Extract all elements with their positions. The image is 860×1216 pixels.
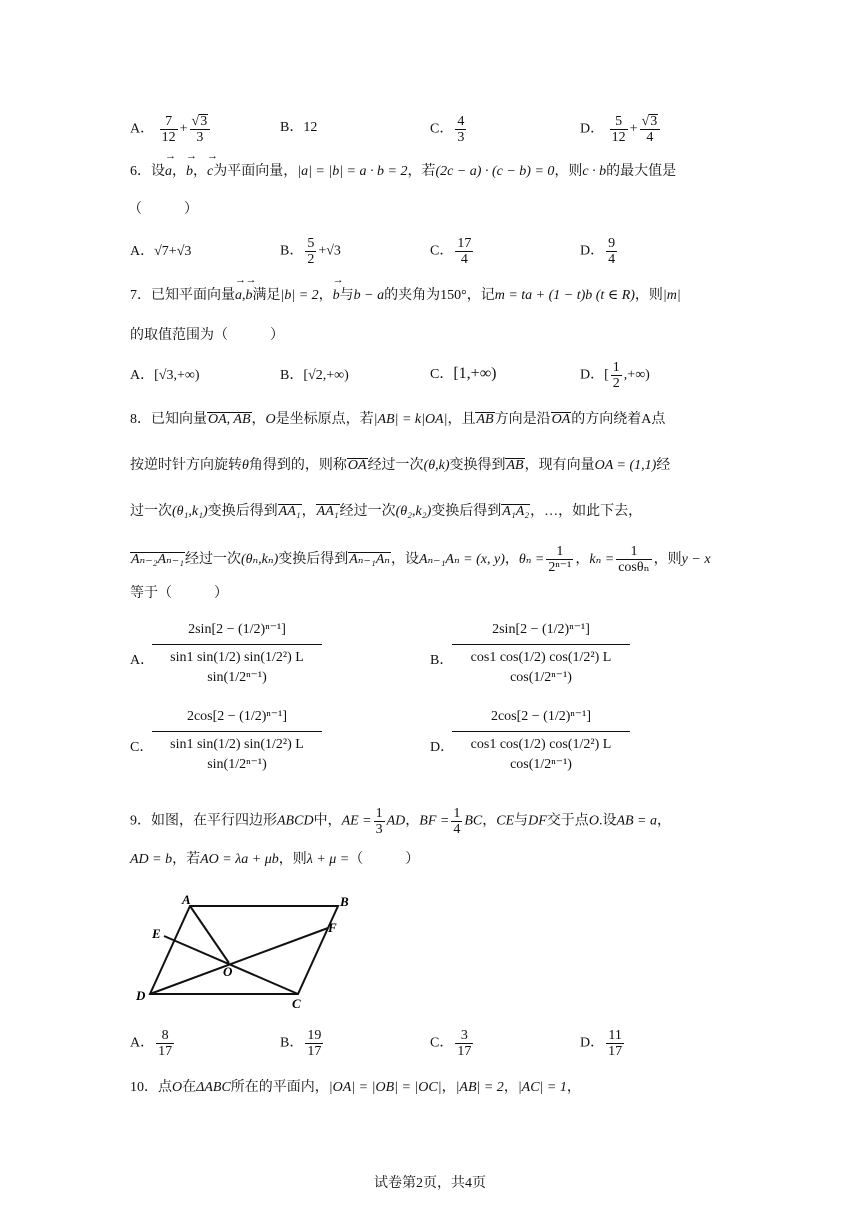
text: 变换后得到 <box>431 504 502 519</box>
expression: y − x <box>681 552 711 567</box>
option-label: A． <box>130 244 155 259</box>
text: ， <box>657 813 671 829</box>
expression: |AB| = k|OA| <box>373 412 448 427</box>
expression: Aₙ₋₁Aₙ <box>349 552 390 567</box>
label-b: B <box>340 894 349 909</box>
text: ，则 <box>278 852 307 867</box>
denominator: cosθₙ <box>618 560 650 576</box>
text: ，…，如此下去， <box>530 504 643 519</box>
text: 9．如图，在平行四边形 <box>130 813 277 829</box>
option-value: ,+∞) <box>623 367 650 383</box>
vector-b: → b <box>246 286 253 306</box>
denominator: 2 <box>307 252 315 267</box>
option-value: [√2,+∞) <box>303 368 349 383</box>
text: 10．点 <box>130 1080 172 1095</box>
expression: BC <box>464 813 483 829</box>
q8-line1 <box>130 410 665 430</box>
denominator: 17 <box>158 1044 173 1059</box>
text: ， <box>482 813 497 829</box>
page-footer: 试卷第2页，共4页 <box>374 1176 486 1191</box>
numerator: 3 <box>455 1028 473 1044</box>
text: 的方向绕着A点 <box>571 412 666 427</box>
label-a: A <box>182 892 191 907</box>
denominator: sin1 sin(1/2) sin(1/2²) L sin(1/2ⁿ⁻¹) <box>170 650 304 685</box>
numerator: 1 <box>546 544 573 560</box>
denominator: cos1 cos(1/2) cos(1/2²) L cos(1/2ⁿ⁻¹) <box>470 737 612 772</box>
numerator: 2sin[2 − (1/2)ⁿ⁻¹] <box>452 618 630 645</box>
numerator: 1 <box>375 806 383 821</box>
option-label: B． <box>280 368 304 383</box>
segment-ao <box>190 906 229 963</box>
denominator: 17 <box>307 1044 322 1059</box>
expression: ABCD <box>277 813 314 829</box>
vector-a: → a <box>235 286 242 306</box>
numerator: 4 <box>457 114 465 129</box>
denominator: 3 <box>457 130 465 145</box>
q9-option-b <box>280 1028 325 1059</box>
option-value: +√3 <box>318 243 341 259</box>
denominator: 2 <box>612 376 620 391</box>
label-o: O <box>223 964 233 979</box>
text: 与 <box>339 288 354 303</box>
numerator: 8 <box>156 1028 174 1044</box>
numerator: √3 <box>190 114 211 130</box>
q6-option-b <box>280 236 341 267</box>
numerator: 5 <box>610 114 628 130</box>
option-value: 12 <box>303 120 318 135</box>
text: 按逆时针方向旋转 <box>130 458 242 473</box>
label-d: D <box>136 988 146 1003</box>
expression: (θ₁,k₁) <box>172 504 208 519</box>
numerator: 9 <box>608 236 616 251</box>
option-label: D． <box>580 367 605 383</box>
vector-c: → c <box>207 162 213 182</box>
q7-option-a <box>130 366 200 386</box>
q8-option-a-label: A． <box>130 653 155 668</box>
label-c: C <box>292 996 301 1008</box>
q8-option-c <box>152 705 322 775</box>
q8-option-d-label: D． <box>430 740 455 755</box>
text: ，则 <box>653 552 682 567</box>
option-label: C． <box>430 243 454 259</box>
text: 变换后得到 <box>207 504 278 519</box>
parallelogram-figure <box>128 888 358 1008</box>
fraction <box>374 806 385 837</box>
option-label: D． <box>580 243 605 259</box>
option-value: [ <box>604 367 609 383</box>
expression: ΔABC <box>196 1080 231 1095</box>
q6-stem: 6．设→ a，→ b，→ c为平面向量，|a| = |b| = a · b = 2，若(2c − a) · (c − b) = 0，则c · b的最大值是 <box>130 162 676 182</box>
expression: O <box>588 813 599 829</box>
q6-option-a <box>130 242 191 262</box>
fraction <box>190 114 211 145</box>
expression: OA, AB <box>208 412 251 427</box>
q9-line2 <box>130 850 419 870</box>
denominator: 17 <box>608 1044 623 1059</box>
expression: AE = <box>341 813 372 829</box>
denominator: 4 <box>453 822 461 837</box>
q8-option-b-label: B． <box>430 653 454 668</box>
q9-line1 <box>130 806 671 837</box>
denominator: 4 <box>646 130 654 145</box>
text: 经过一次 <box>339 504 396 519</box>
expression: OA = (1,1) <box>594 458 657 473</box>
text: ， <box>301 504 316 519</box>
fraction <box>616 544 651 575</box>
expression: |AB| = 2 <box>455 1080 504 1095</box>
text: ，设 <box>390 552 419 567</box>
numerator: 5 <box>307 236 315 251</box>
label-f: F <box>328 920 337 935</box>
text: ，现有向量 <box>524 458 595 473</box>
q8-option-c-label: C． <box>130 740 154 755</box>
text: .设 <box>598 813 617 829</box>
text: ， <box>566 1080 581 1095</box>
text: 角得到的，则称 <box>248 458 347 473</box>
numerator: 2cos[2 − (1/2)ⁿ⁻¹] <box>152 705 322 732</box>
condition: (2c − a) · (c − b) = 0 <box>435 164 555 179</box>
expression: (θ₂,k₂) <box>395 504 432 519</box>
text: 与 <box>514 813 529 829</box>
text: 在 <box>182 1080 197 1095</box>
text: ，则 <box>634 288 663 303</box>
expression: Aₙ₋₁Aₙ = (x, y) <box>418 552 505 567</box>
fraction <box>305 236 316 267</box>
parallelogram-abcd <box>150 906 338 994</box>
text: ， <box>251 412 266 427</box>
expression: kₙ = <box>589 552 615 567</box>
option-label: B． <box>280 243 304 259</box>
expression: OA <box>551 412 571 427</box>
text: ， <box>504 552 519 567</box>
fraction <box>606 1028 624 1059</box>
option-label: A． <box>130 121 155 137</box>
expression: θ <box>242 458 249 473</box>
expression: O <box>265 412 276 427</box>
expression: m = ta + (1 − t)b (t ∈ R) <box>494 288 635 303</box>
q9-option-a <box>130 1028 176 1059</box>
q8-line4 <box>130 540 711 580</box>
expression: (θ,k) <box>423 458 450 473</box>
text: （ ） <box>349 852 420 867</box>
text: 经过一次 <box>184 552 241 567</box>
option-value: [1,+∞) <box>453 365 497 382</box>
fraction <box>611 360 622 391</box>
q5-option-b <box>280 118 317 138</box>
expression: b − a <box>353 288 385 303</box>
denominator: 2ⁿ⁻¹ <box>548 560 572 576</box>
condition: |b| = 2 <box>280 288 319 303</box>
fraction <box>305 1028 323 1059</box>
fraction <box>546 544 573 575</box>
q8-line5: 等于（ ） <box>130 586 228 601</box>
expression: (θₙ,kₙ) <box>240 552 279 567</box>
numerator: 2sin[2 − (1/2)ⁿ⁻¹] <box>152 618 322 645</box>
fraction <box>160 114 178 145</box>
text: ， <box>575 552 590 567</box>
text: 的夹角为150°，记 <box>384 288 495 303</box>
q6-option-d <box>580 236 619 267</box>
text: ， <box>405 813 420 829</box>
text: 方向是沿 <box>494 412 551 427</box>
option-label: B． <box>280 120 304 135</box>
text: 经过一次 <box>367 458 424 473</box>
option-label: C． <box>430 121 454 137</box>
expression: λ + μ = <box>306 852 350 867</box>
q5-option-c <box>430 114 468 145</box>
fraction <box>455 114 466 145</box>
numerator: 1 <box>453 806 461 821</box>
q9-option-d <box>580 1028 626 1059</box>
text: 的最大值是 <box>606 164 677 179</box>
fraction <box>156 1028 174 1059</box>
text: 为平面向量， <box>213 164 298 179</box>
q8-option-d <box>452 705 630 775</box>
radicand: 3 <box>200 114 208 129</box>
fraction <box>455 236 473 267</box>
option-value: [√3,+∞) <box>154 368 200 383</box>
denominator: 4 <box>608 252 616 267</box>
text: ， <box>318 288 333 303</box>
text: 所在的平面内， <box>230 1080 329 1095</box>
plus: + <box>629 121 638 137</box>
expression: AD <box>386 813 406 829</box>
numerator: 7 <box>160 114 178 130</box>
label-e: E <box>152 926 161 941</box>
expression: |OA| = |OB| = |OC| <box>328 1080 442 1095</box>
text: 是坐标原点，若 <box>275 412 374 427</box>
denominator: 12 <box>611 130 626 145</box>
text: ，且 <box>447 412 476 427</box>
expression: AB <box>476 412 494 427</box>
text: 过一次 <box>130 504 172 519</box>
numerator: 11 <box>606 1028 624 1044</box>
expression: |m| <box>662 288 681 303</box>
option-label: A． <box>130 368 155 383</box>
expression: OA <box>347 458 367 473</box>
expression: AA₁ <box>278 504 301 519</box>
expression: A₁A₂ <box>502 504 530 519</box>
text: 中， <box>313 813 342 829</box>
denominator: 17 <box>457 1044 472 1059</box>
target-expression: c · b <box>582 164 607 179</box>
text: 7．已知平面向量 <box>130 288 235 303</box>
fraction <box>610 114 628 145</box>
denominator: 3 <box>196 130 204 145</box>
text: ， <box>503 1080 518 1095</box>
fraction <box>451 806 462 837</box>
q6-option-c <box>430 236 475 267</box>
q8-line3 <box>130 502 642 522</box>
q5-option-a <box>130 114 212 145</box>
vector-b: → b <box>186 162 193 182</box>
text: 交于点 <box>546 813 589 829</box>
numerator: √3 <box>640 114 661 130</box>
vector-a: → a <box>165 162 172 182</box>
expression: θₙ = <box>518 552 545 567</box>
fraction <box>640 114 661 145</box>
expression: |AC| = 1 <box>517 1080 567 1095</box>
option-value: √7+√3 <box>154 244 192 259</box>
numerator: 17 <box>457 236 472 251</box>
q7-option-b <box>280 366 349 386</box>
radicand: 3 <box>650 114 658 129</box>
expression: DF <box>528 813 547 829</box>
expression: AB = a <box>616 813 657 829</box>
q8-option-b <box>452 618 630 688</box>
text: ， <box>441 1080 456 1095</box>
q7-stem-line2: 的取值范围为（ ） <box>130 328 284 343</box>
option-label: C． <box>430 367 454 382</box>
q8-option-a <box>152 618 322 688</box>
option-label: A． <box>130 1035 155 1051</box>
plus: + <box>179 121 188 137</box>
expression: AB <box>506 458 524 473</box>
numerator: 1 <box>612 360 620 375</box>
text: 变换得到 <box>449 458 506 473</box>
answer-paren: （ ） <box>128 202 198 217</box>
text: ，则 <box>554 164 583 179</box>
numerator: 1 <box>616 544 651 560</box>
q5-option-d <box>580 114 662 145</box>
q9-option-c <box>430 1028 475 1059</box>
option-label: D． <box>580 121 605 137</box>
option-label: B． <box>280 1035 304 1051</box>
q10-stem <box>130 1078 581 1098</box>
q8-line2 <box>130 456 670 476</box>
vector-b: → b <box>333 286 340 306</box>
fraction <box>606 236 617 267</box>
q7-stem: 7．已知平面向量→ a,→ b满足|b| = 2，→ b与b − a的夹角为150°，记m = ta + (1 − t)b (t ∈ R)，则|m| <box>130 286 681 306</box>
denominator: 3 <box>375 822 383 837</box>
denominator: 12 <box>161 130 176 145</box>
numerator: 19 <box>307 1028 322 1043</box>
fraction <box>455 1028 473 1059</box>
text: 满足 <box>252 288 281 303</box>
text: 变换后得到 <box>278 552 349 567</box>
expression: AA₁ <box>316 504 339 519</box>
expression: AD = b <box>130 852 173 867</box>
expression: O <box>172 1080 183 1095</box>
text: 6．设 <box>130 164 165 179</box>
denominator: 4 <box>460 252 468 267</box>
condition: |a| = |b| = a · b = 2 <box>297 164 408 179</box>
expression: Aₙ₋₂Aₙ₋₁ <box>131 552 184 567</box>
text: ，若 <box>172 852 201 867</box>
expression: AO = λa + μb <box>200 852 279 867</box>
denominator: cos1 cos(1/2) cos(1/2²) L cos(1/2ⁿ⁻¹) <box>470 650 612 685</box>
option-label: D． <box>580 1035 605 1051</box>
q7-option-d <box>580 360 650 391</box>
numerator: 2cos[2 − (1/2)ⁿ⁻¹] <box>452 705 630 732</box>
text: ，若 <box>407 164 436 179</box>
text: 8．已知向量 <box>130 412 207 427</box>
expression: BF = <box>419 813 450 829</box>
text: 经 <box>656 458 671 473</box>
expression: CE <box>496 813 515 829</box>
q7-option-c <box>430 364 496 385</box>
segment-df <box>150 928 328 994</box>
denominator: sin1 sin(1/2) sin(1/2²) L sin(1/2ⁿ⁻¹) <box>170 737 304 772</box>
option-label: C． <box>430 1035 454 1051</box>
